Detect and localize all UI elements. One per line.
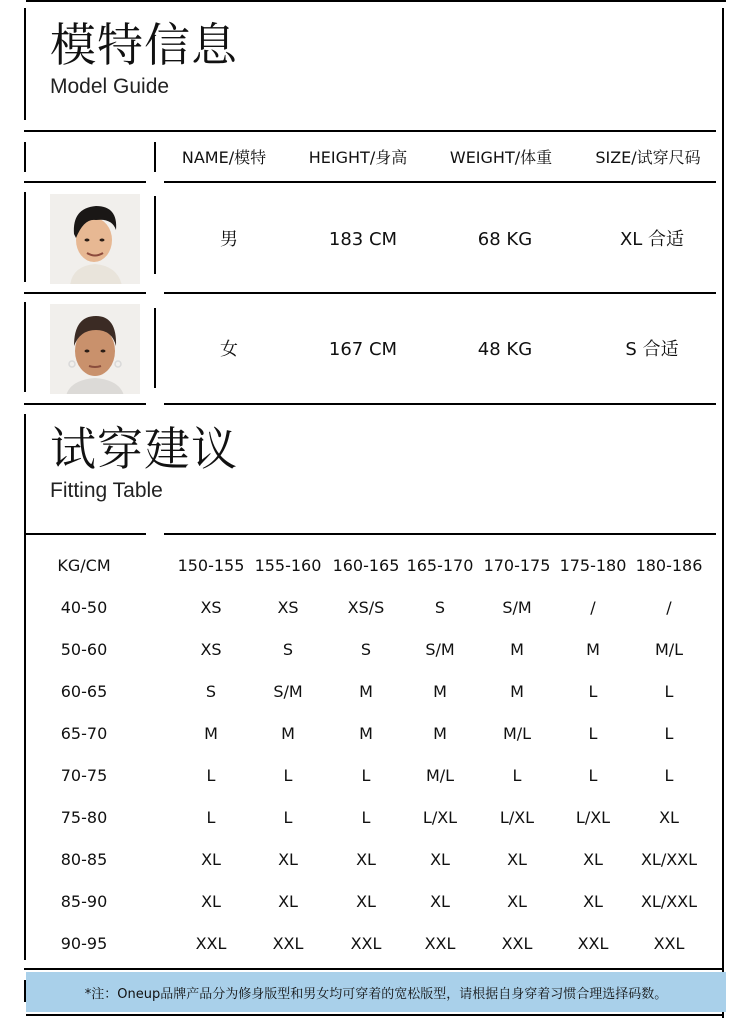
model-name: 男	[220, 229, 238, 250]
divider	[164, 403, 716, 405]
footer-note-text: *注：Oneup品牌产品分为修身版型和男女均可穿着的宽松版型，请根据自身穿着习惯合理选择码数。	[84, 987, 668, 1002]
size-cell: M	[281, 724, 295, 743]
divider	[24, 142, 26, 172]
size-cell: XL	[430, 850, 450, 869]
divider	[24, 192, 26, 282]
model-guide-subtitle: Model Guide	[50, 75, 170, 98]
size-cell: M	[433, 724, 447, 743]
model-guide-title: 模特信息	[50, 18, 238, 72]
size-cell: M	[359, 724, 373, 743]
size-cell: S	[434, 598, 446, 617]
height-range-header: 180-186	[635, 556, 703, 575]
height-range-header: 165-170	[406, 556, 474, 575]
top-border	[26, 0, 726, 2]
divider	[24, 302, 26, 392]
size-cell: L	[206, 766, 216, 785]
size-cell: XXL	[653, 934, 685, 953]
size-cell: XL	[356, 892, 376, 911]
size-cell: XL	[507, 892, 527, 911]
fitting-table-subtitle: Fitting Table	[50, 479, 163, 502]
divider	[154, 196, 156, 274]
model-height: 167 CM	[328, 339, 398, 360]
size-cell: L	[512, 766, 522, 785]
size-cell: S	[282, 640, 294, 659]
size-cell: L	[664, 682, 674, 701]
size-cell: XL	[583, 850, 603, 869]
left-border-bottom	[24, 414, 26, 960]
model-size: XL 合适	[619, 229, 685, 250]
weight-range-label: 70-75	[60, 766, 108, 785]
divider	[164, 181, 716, 183]
model-weight: 68 KG	[477, 229, 533, 250]
corner-label: KG/CM	[57, 556, 111, 575]
size-cell: /	[666, 598, 672, 617]
size-cell: L	[664, 724, 674, 743]
size-cell: XL	[507, 850, 527, 869]
divider	[164, 292, 716, 294]
weight-range-label: 80-85	[60, 850, 108, 869]
size-cell: M	[510, 682, 524, 701]
size-cell: L/XL	[422, 808, 458, 827]
size-cell: XL/XXL	[640, 892, 698, 911]
header-name: NAME/模特	[181, 148, 267, 167]
size-cell: XXL	[577, 934, 609, 953]
size-cell: XXL	[424, 934, 456, 953]
height-range-header: 170-175	[483, 556, 551, 575]
size-cell: M	[586, 640, 600, 659]
size-cell: XL	[201, 892, 221, 911]
weight-range-label: 75-80	[60, 808, 108, 827]
size-cell: L	[361, 808, 371, 827]
size-cell: M	[204, 724, 218, 743]
size-cell: M	[510, 640, 524, 659]
weight-range-label: 40-50	[60, 598, 108, 617]
size-cell: XL/XXL	[640, 850, 698, 869]
bottom-border	[26, 1014, 722, 1016]
size-cell: XXL	[350, 934, 382, 953]
weight-range-label: 85-90	[60, 892, 108, 911]
divider	[164, 533, 716, 535]
size-cell: XXL	[501, 934, 533, 953]
header-height: HEIGHT/身高	[308, 148, 408, 167]
height-range-header: 150-155	[177, 556, 245, 575]
height-range-header: 155-160	[254, 556, 322, 575]
size-cell: XL	[278, 850, 298, 869]
footer-note	[26, 972, 726, 1012]
height-range-header: 175-180	[559, 556, 627, 575]
divider	[24, 292, 146, 294]
model-name: 女	[220, 339, 238, 360]
female-model-photo	[50, 304, 140, 394]
size-cell: XL	[278, 892, 298, 911]
size-cell: M/L	[425, 766, 455, 785]
model-weight: 48 KG	[477, 339, 533, 360]
size-cell: S/M	[273, 682, 303, 701]
size-cell: M	[433, 682, 447, 701]
height-range-header: 160-165	[332, 556, 400, 575]
divider	[24, 968, 722, 970]
size-cell: XXL	[195, 934, 227, 953]
divider	[24, 403, 146, 405]
model-height: 183 CM	[328, 229, 398, 250]
model-size: S 合适	[625, 339, 679, 360]
size-cell: M/L	[502, 724, 532, 743]
size-cell: XL	[659, 808, 679, 827]
size-cell: L	[283, 808, 293, 827]
right-border	[722, 8, 724, 1018]
header-weight: WEIGHT/体重	[449, 148, 553, 167]
size-cell: L	[206, 808, 216, 827]
size-cell: L	[361, 766, 371, 785]
size-cell: XL	[201, 850, 221, 869]
size-cell: M	[359, 682, 373, 701]
size-cell: XXL	[272, 934, 304, 953]
weight-range-label: 60-65	[60, 682, 108, 701]
size-cell: L	[664, 766, 674, 785]
size-cell: L	[588, 766, 598, 785]
size-cell: S/M	[502, 598, 532, 617]
male-model-photo	[50, 194, 140, 284]
size-cell: XS/S	[347, 598, 385, 617]
size-cell: S	[360, 640, 372, 659]
size-cell: XS	[200, 640, 222, 659]
left-border-top	[24, 8, 26, 120]
divider	[24, 130, 716, 132]
size-cell: XL	[583, 892, 603, 911]
divider	[154, 142, 156, 172]
size-cell: M/L	[654, 640, 684, 659]
size-cell: XL	[356, 850, 376, 869]
weight-range-label: 65-70	[60, 724, 108, 743]
divider	[24, 533, 146, 535]
size-cell: L/XL	[575, 808, 611, 827]
size-cell: L	[588, 682, 598, 701]
size-cell: S	[205, 682, 217, 701]
fitting-table-title: 试穿建议	[50, 422, 238, 476]
size-cell: XL	[430, 892, 450, 911]
size-cell: S/M	[425, 640, 455, 659]
weight-range-label: 50-60	[60, 640, 108, 659]
weight-range-label: 90-95	[60, 934, 108, 953]
size-cell: L/XL	[499, 808, 535, 827]
divider	[24, 181, 146, 183]
divider	[154, 308, 156, 388]
header-size: SIZE/试穿尺码	[595, 148, 701, 167]
size-cell: L	[588, 724, 598, 743]
size-cell: XS	[200, 598, 222, 617]
size-cell: /	[590, 598, 596, 617]
size-cell: XS	[277, 598, 299, 617]
size-cell: L	[283, 766, 293, 785]
